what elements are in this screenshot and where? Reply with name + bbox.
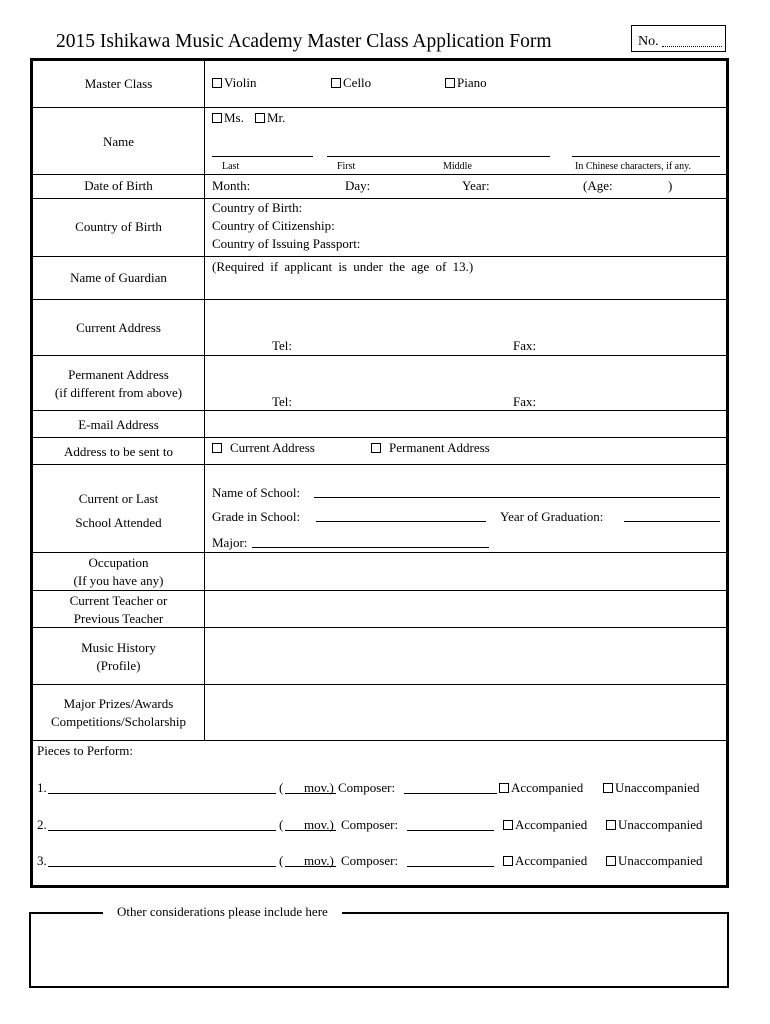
country-of-birth[interactable]: Country of Birth:: [212, 200, 303, 215]
current-tel[interactable]: Tel:: [272, 338, 293, 353]
cello-checkbox[interactable]: [331, 78, 341, 88]
violin-option[interactable]: [212, 75, 256, 91]
history-label: Music History: [81, 640, 156, 655]
last-name-line[interactable]: [212, 156, 313, 157]
last-sublabel: Last: [222, 161, 240, 172]
dob-age[interactable]: (Age:: [583, 178, 613, 193]
dob-year[interactable]: Year:: [462, 178, 490, 193]
number-label: No.: [638, 34, 659, 49]
row-divider: [33, 410, 726, 411]
piece-1-number: 1.: [37, 780, 47, 795]
piece-1-composer-label: Composer:: [338, 780, 396, 795]
ms-label: Ms.: [224, 110, 244, 125]
mr-label: Mr.: [267, 110, 286, 125]
occupation-sublabel: (If you have any): [73, 573, 164, 588]
school-name-label: Name of School:: [212, 485, 301, 500]
piece-3-unaccompanied-checkbox[interactable]: [606, 856, 616, 866]
major-line[interactable]: [252, 547, 489, 548]
piece-3-number: 3.: [37, 853, 47, 868]
row-divider: [33, 552, 726, 553]
send-to-current-text: Current Address: [230, 440, 315, 455]
violin-label: Violin: [224, 75, 257, 90]
permanent-address-label: Permanent Address: [68, 367, 169, 382]
piano-label: Piano: [457, 75, 487, 90]
send-to-label: Address to be sent to: [63, 444, 174, 459]
current-address-label: Current Address: [76, 320, 161, 335]
piece-3-title-line[interactable]: [48, 866, 276, 867]
permanent-fax[interactable]: Fax:: [513, 394, 537, 409]
prizes-label: Major Prizes/Awards: [63, 696, 174, 711]
ms-checkbox[interactable]: [212, 113, 222, 123]
grade-label: Grade in School:: [212, 509, 301, 524]
first-sublabel: First: [337, 161, 356, 172]
piece-1-open: (: [279, 780, 284, 795]
dob-month[interactable]: Month:: [212, 178, 251, 193]
permanent-tel[interactable]: Tel:: [272, 394, 293, 409]
piece-2-title-line[interactable]: [48, 830, 276, 831]
grade-line[interactable]: [316, 521, 486, 522]
mr-checkbox[interactable]: [255, 113, 265, 123]
guardian-label: Name of Guardian: [70, 270, 167, 285]
current-fax[interactable]: Fax:: [513, 338, 537, 353]
violin-checkbox[interactable]: [212, 78, 222, 88]
number-dotted-line: [662, 46, 722, 47]
other-considerations-label: Other considerations please include here: [103, 904, 342, 920]
ms-option[interactable]: [212, 110, 244, 126]
piece-2-unaccompanied[interactable]: [606, 817, 702, 833]
row-divider: [33, 437, 726, 438]
piece-1-unaccompanied[interactable]: [603, 780, 699, 796]
piece-1-accompanied-text: Accompanied: [511, 780, 584, 795]
piece-3-accompanied[interactable]: [503, 853, 587, 869]
row-divider: [33, 684, 726, 685]
piece-1-accompanied-checkbox[interactable]: [499, 783, 509, 793]
page-title: 2015 Ishikawa Music Academy Master Class Application Form: [56, 31, 552, 52]
send-to-permanent-option[interactable]: [371, 440, 490, 456]
row-divider: [33, 107, 726, 108]
cello-label: Cello: [343, 75, 372, 90]
teacher-sublabel: Previous Teacher: [73, 611, 164, 626]
piece-3-composer-line[interactable]: [407, 866, 494, 867]
piano-option[interactable]: [445, 75, 487, 91]
piece-1-unaccompanied-text: Unaccompanied: [615, 780, 700, 795]
piece-3-open: (: [279, 853, 284, 868]
send-to-current-checkbox[interactable]: [212, 443, 222, 453]
piece-2-mov: mov.): [304, 817, 334, 832]
country-of-passport[interactable]: Country of Issuing Passport:: [212, 236, 361, 251]
row-divider: [33, 174, 726, 175]
pieces-label: Pieces to Perform:: [37, 743, 134, 758]
piece-2-open: (: [279, 817, 284, 832]
piece-1-accompanied[interactable]: [499, 780, 583, 796]
guardian-note: (Required if applicant is under the age of 13.): [212, 259, 474, 274]
chinese-name-line[interactable]: [572, 156, 720, 157]
piece-1-mov: mov.): [304, 780, 334, 795]
piece-1-unaccompanied-checkbox[interactable]: [603, 783, 613, 793]
piece-2-accompanied[interactable]: [503, 817, 587, 833]
piano-checkbox[interactable]: [445, 78, 455, 88]
piece-3-accompanied-text: Accompanied: [515, 853, 588, 868]
other-considerations-box[interactable]: [29, 912, 729, 988]
piece-3-unaccompanied-text: Unaccompanied: [618, 853, 703, 868]
row-divider: [33, 740, 726, 741]
row-divider: [33, 198, 726, 199]
piece-2-accompanied-checkbox[interactable]: [503, 820, 513, 830]
mr-option[interactable]: [255, 110, 285, 126]
school-sublabel: School Attended: [75, 515, 162, 530]
piece-2-unaccompanied-checkbox[interactable]: [606, 820, 616, 830]
history-sublabel: (Profile): [96, 658, 141, 673]
send-to-permanent-text: Permanent Address: [389, 440, 490, 455]
piece-3-accompanied-checkbox[interactable]: [503, 856, 513, 866]
piece-2-composer-label: Composer:: [341, 817, 399, 832]
cello-option[interactable]: [331, 75, 371, 91]
name-label: Name: [102, 134, 135, 149]
row-divider: [33, 590, 726, 591]
graduation-label: Year of Graduation:: [500, 509, 604, 524]
row-divider: [33, 256, 726, 257]
middle-sublabel: Middle: [443, 161, 472, 172]
school-label: Current or Last: [78, 491, 159, 506]
piece-2-accompanied-text: Accompanied: [515, 817, 588, 832]
number-box[interactable]: [631, 25, 726, 52]
permanent-address-sublabel: (if different from above): [54, 385, 183, 400]
school-name-line[interactable]: [314, 497, 720, 498]
graduation-line[interactable]: [624, 521, 720, 522]
piece-1-composer-line[interactable]: [404, 793, 497, 794]
row-divider: [33, 464, 726, 465]
column-divider: [204, 61, 205, 740]
piece-3-composer-label: Composer:: [341, 853, 399, 868]
dob-age-close: ): [668, 178, 673, 193]
email-label: E-mail Address: [78, 417, 159, 432]
piece-1-title-line[interactable]: [48, 793, 276, 794]
piece-2-composer-line[interactable]: [407, 830, 494, 831]
send-to-permanent-checkbox[interactable]: [371, 443, 381, 453]
dob-day[interactable]: Day:: [345, 178, 371, 193]
piece-2-number: 2.: [37, 817, 47, 832]
occupation-label: Occupation: [88, 555, 149, 570]
dob-label: Date of Birth: [84, 178, 153, 193]
teacher-label: Current Teacher or: [69, 593, 168, 608]
chinese-sublabel: In Chinese characters, if any.: [575, 161, 691, 172]
country-of-citizenship[interactable]: Country of Citizenship:: [212, 218, 335, 233]
first-middle-name-line[interactable]: [327, 156, 550, 157]
row-divider: [33, 299, 726, 300]
piece-3-unaccompanied[interactable]: [606, 853, 702, 869]
master-class-label: Master Class: [84, 76, 153, 91]
prizes-sublabel: Competitions/Scholarship: [50, 714, 187, 729]
send-to-current-option[interactable]: [212, 440, 315, 456]
major-label: Major:: [212, 535, 248, 550]
row-divider: [33, 355, 726, 356]
country-label: Country of Birth: [75, 219, 162, 234]
piece-3-mov: mov.): [304, 853, 334, 868]
piece-2-unaccompanied-text: Unaccompanied: [618, 817, 703, 832]
